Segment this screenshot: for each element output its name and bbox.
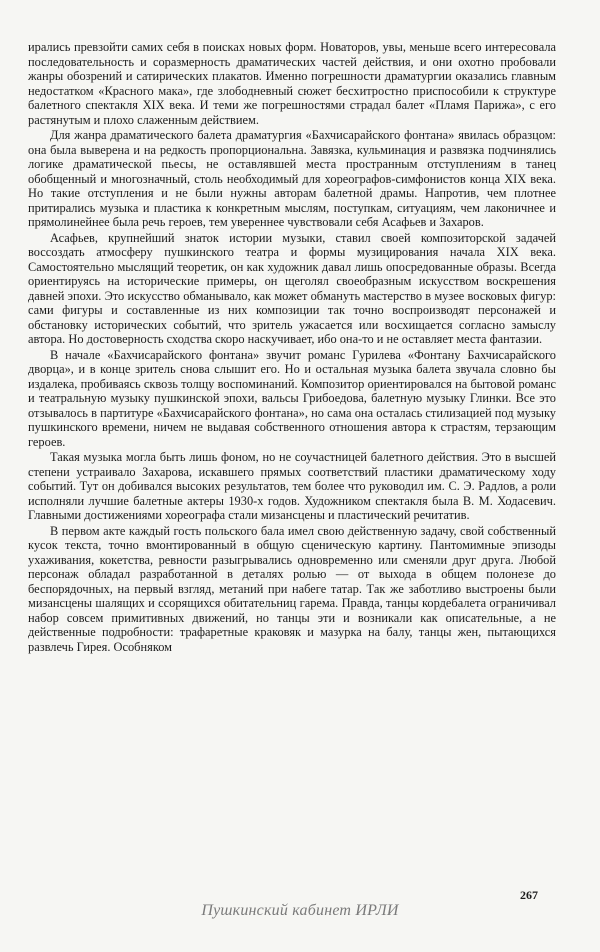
- page-number: 267: [520, 888, 538, 902]
- paragraph-5: Такая музыка могла быть лишь фоном, но не соучастницей балетного действия. Это в высшей степени устраивало Захарова, искавшего прямых соответствий пластики драматическому ходу событий. Тут он добивался высоких результатов, тем более что руководил им. С. Э. Радлов, а роли исполняли лучшие балетные актеры 1930-х годов. Художником спектакля была В. М. Ходасевич. Главными достижениями хореографа стали мизансцены и пластический речитатив.: [28, 450, 556, 522]
- library-watermark: Пушкинский кабинет ИРЛИ: [201, 902, 399, 919]
- body-text: [28, 40, 556, 654]
- paragraph-6: В первом акте каждый гость польского бала имел свою действенную задачу, свой собственный кусок текста, точно вмонтированный в общую сценическую картину. Пантомимные эпизоды ухаживания, кокетства, ревности разыгрывались одновременно или сменяли друг друга. Любой персонаж обладал разработанной в деталях ролью — от выхода в общем полонезе до беспорядочных, на первый взгляд, метаний при набеге татар. Так же заботливо выстроены были мизансцены шалящих и ссорящихся обитательниц гарема. Правда, танцы кордебалета ограничивал набор совсем примитивных движений, но танцы эти и возникали как описательные, а не действенные подробности: трафаретные краковяк и мазурка на балу, танцы жен, пытающихся развлечь Гирея. Особняком: [28, 523, 556, 654]
- paragraph-4: В начале «Бахчисарайского фонтана» звучит романс Гурилева «Фонтану Бахчисарайского дворца», и в конце зритель снова слышит его. Но и остальная музыка балета звучала словно бы издалека, пробиваясь сквозь толщу воспоминаний. Композитор ориентировался на бытовой романс и театральную музыку пушкинской эпохи, вальсы Грибоедова, балетную музыку Глинки. Все это отзывалось в партитуре «Бахчисарайского фонтана», но сама она осталась стилизацией под музыку пушкинского времени, ничем не выдавая собственного отношения автора к страстям, терзающим героев.: [28, 347, 556, 449]
- paragraph-2: Для жанра драматического балета драматургия «Бахчисарайского фонтана» явилась образцом: она была выверена и на редкость пропорциональна. Завязка, кульминация и развязка подчинялись логике драматической пьесы, не оставлявшей места пространным отступлениям в танец обобщенный и многозначный, столь необходимый для хореографов-симфонистов конца XIX века. Но такие отступления и не были нужны авторам балетной драмы. Напротив, чем плотнее притирались музыка и пластика к конкретным мыслям, поступкам, ситуациям, чем лаконичнее и прямолинейнее была речь героев, тем увереннее чувствовали себя Асафьев и Захаров.: [28, 128, 556, 229]
- paragraph-1: ирались превзойти самих себя в поисках новых форм. Новаторов, увы, меньше всего интересовала последовательность и соразмерность драматических частей действия, и они охотно пробовали жанры обозрений и сатирических плакатов. Именно погрешности драматургии оказались главным недостатком «Красного мака», где злободневный сюжет бесхитростно приспособили к структуре балетного спектакля XIX века. И теми же погрешностями страдал балет «Пламя Парижа», с его растянутым и плохо слаженным действием.: [28, 40, 556, 127]
- paragraph-3: Асафьев, крупнейший знаток истории музыки, ставил своей композиторской задачей воссоздать атмосферу пушкинского театра и формы музицирования начала XIX века. Самостоятельно мыслящий теоретик, он как художник давал лишь опосредованные образы. Всегда ориентируясь на исторические примеры, он щеголял своеобразным искусством воскрешения давней эпохи. Это искусство обманывало, как может обмануть мастерство в музее восковых фигур: сами фигуры и составленные из них композиции так точно воспроизводят персонажей и обстановку исторических событий, что зритель ужасается или восхищается согласно замыслу автора. Но достоверность сходства скоро наскучивает, ибо она-то и не оставляет места фантазии.: [28, 230, 556, 346]
